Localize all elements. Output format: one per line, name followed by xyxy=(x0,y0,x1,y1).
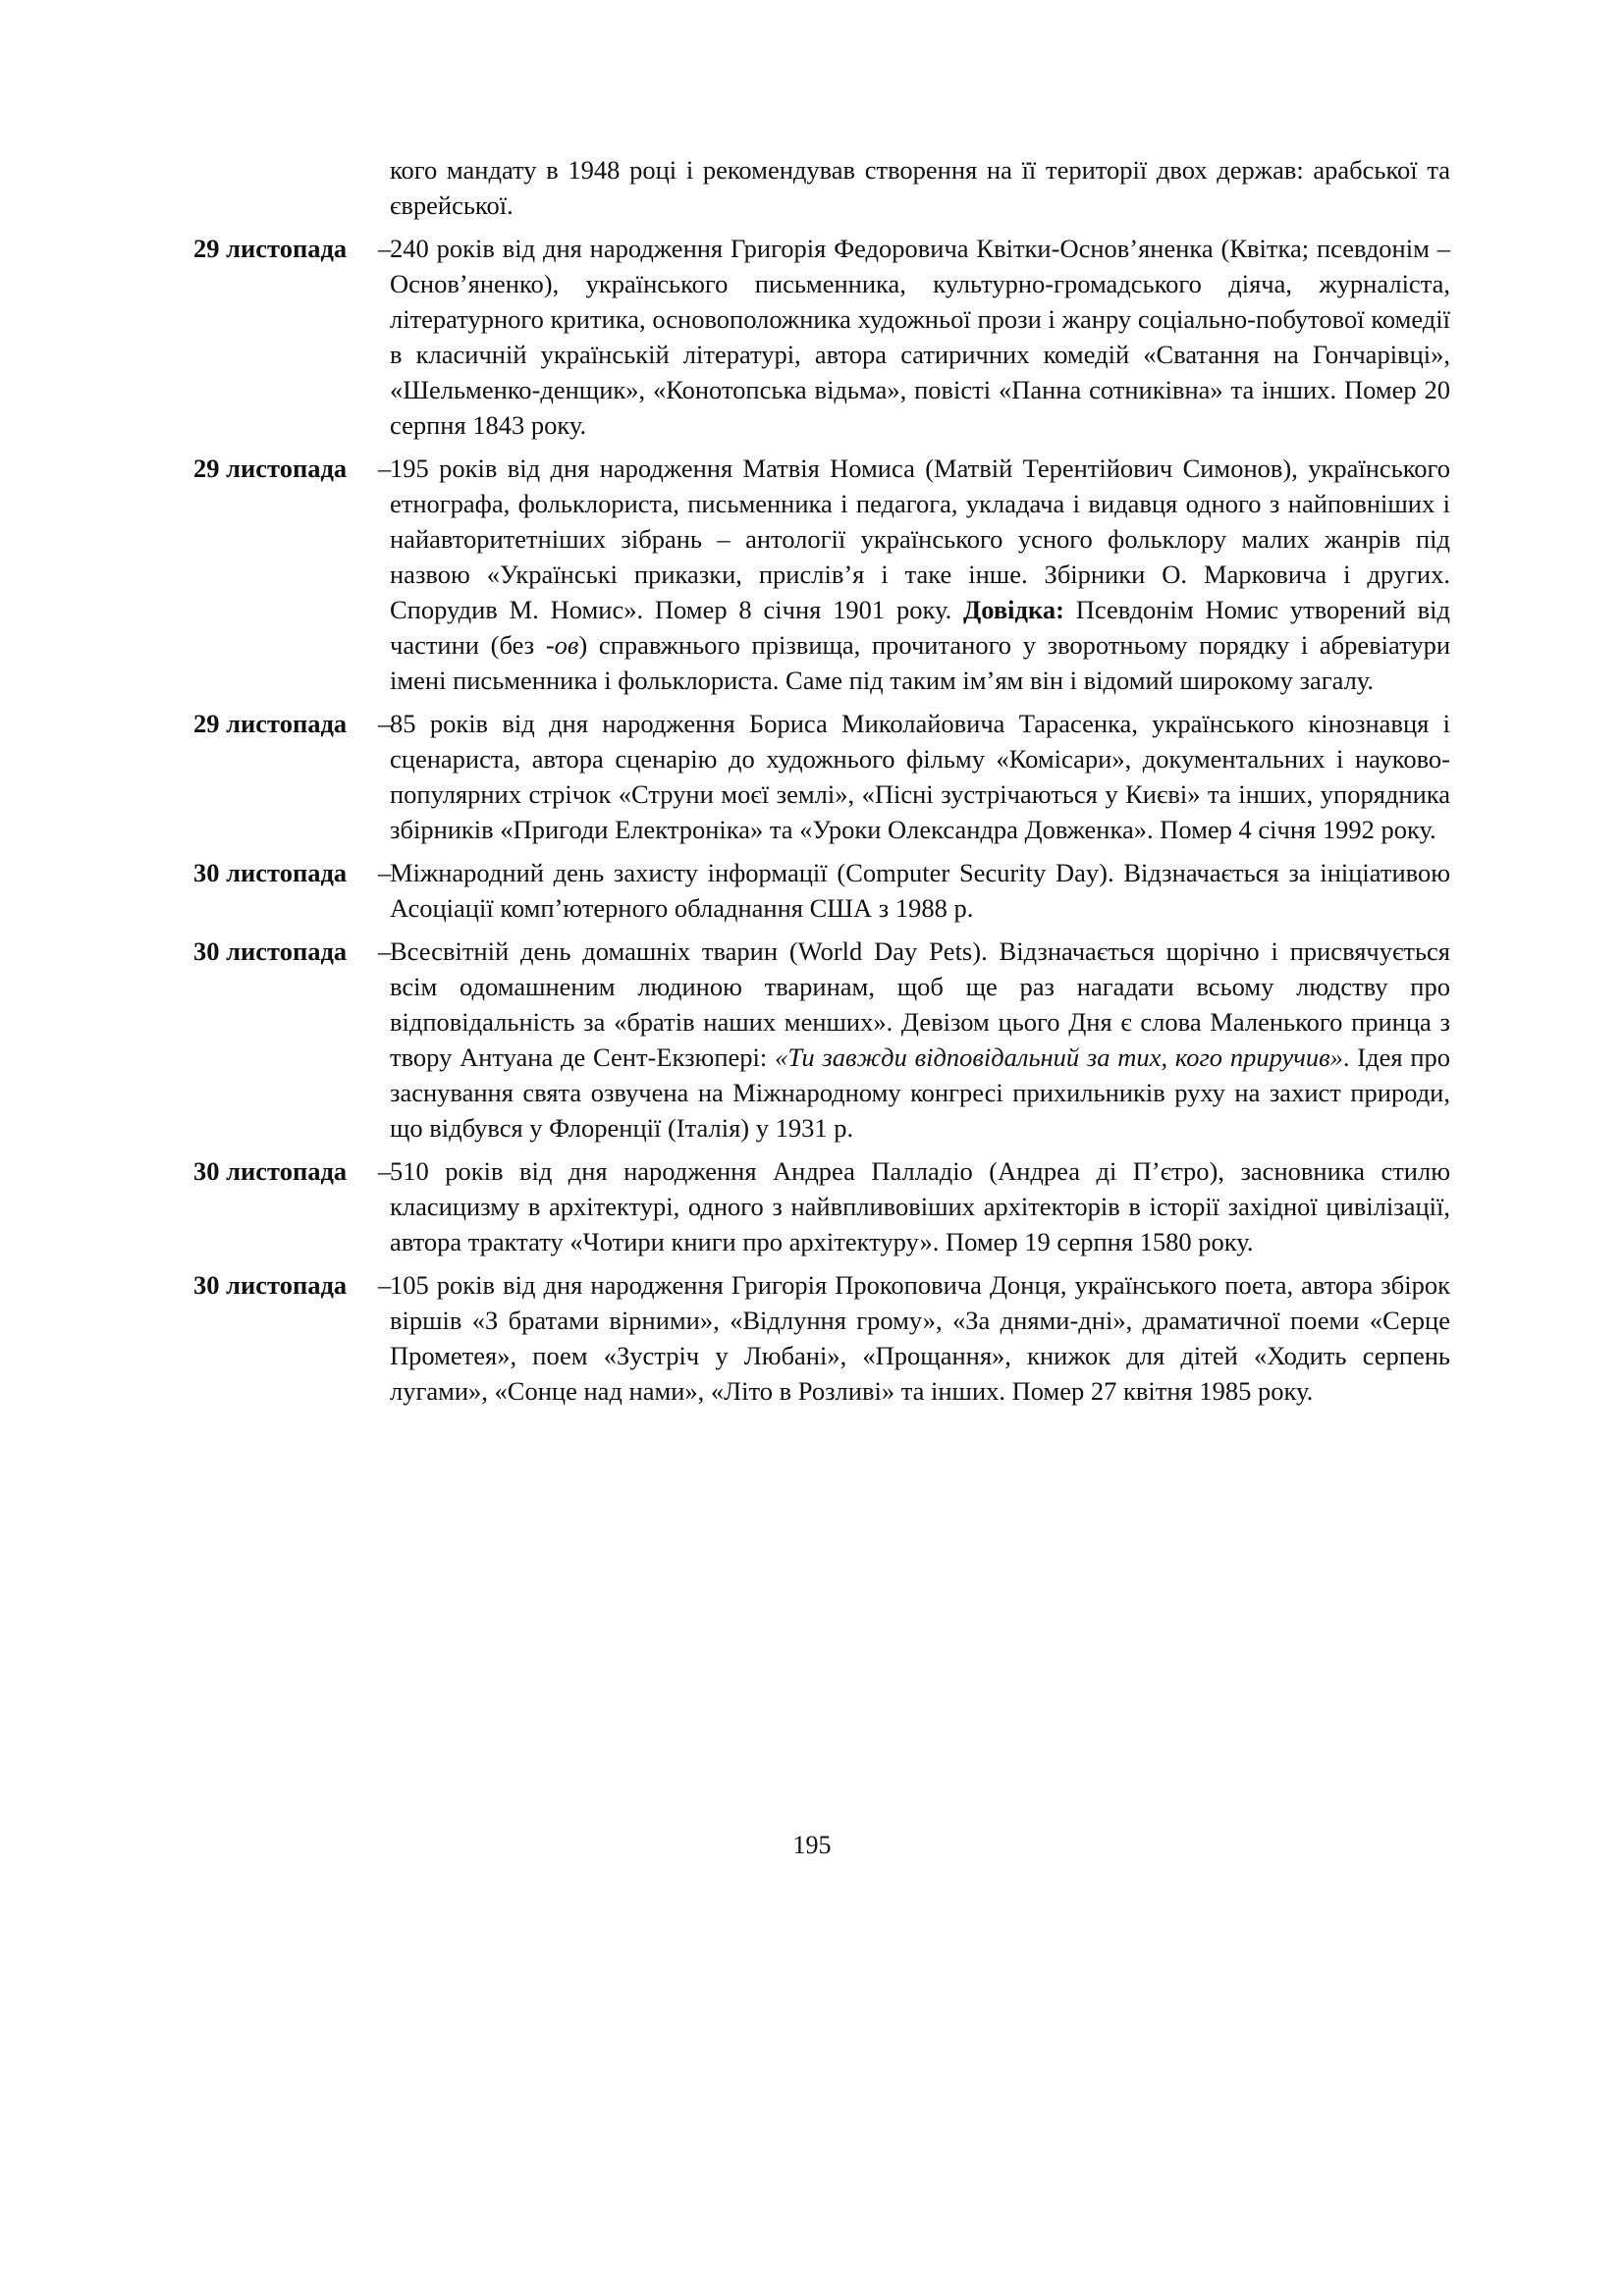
italic-suffix: -ов xyxy=(545,630,579,660)
entry-dash: – xyxy=(378,936,392,966)
calendar-entry xyxy=(193,1267,1450,1409)
entry-text-part: . Ідея про заснування свята озвучена на Міжнародному конгресі прихильників руху на захист природи, що відбувся у Флоренції (Італія) у 1931 р. xyxy=(390,1042,1450,1143)
entry-dash: – xyxy=(378,858,392,887)
calendar-entry xyxy=(193,1153,1450,1259)
calendar-entry xyxy=(193,934,1450,1146)
entry-dash: – xyxy=(378,454,392,483)
entry-date: 29 листопада xyxy=(193,709,348,738)
entry-text: 510 років від дня народження Андреа Палладіо (Андреа ді П’єтро), засновника стилю класицизму в архітектурі, одного з найвпливовіших архітекторів в історії західної цивілізації, автора трактату «Чотири книги про архітектуру». Помер 19 серпня 1580 року. xyxy=(390,1156,1450,1256)
entry-dash: – xyxy=(378,1270,392,1300)
entry-text-part: ) справжнього прізвища, прочитаного у зворотньому порядку і абревіатури імені письменника і фольклориста. Саме під таким ім’ям він і відомий широкому загалу. xyxy=(390,630,1450,695)
entry-text xyxy=(390,934,1450,1146)
calendar-entry xyxy=(193,855,1450,926)
entry-text: 240 років від дня народження Григорія Федоровича Квітки-Основ’яненка (Квітка; псевдонім – Основ’яненко), українського письменника, культурно-громадського діяча, журналіста, літературного критика, основоположника художньої прози і жанру соціально-побутової комедії в класичній українській літературі, автора сатиричних комедій «Сватання на Гончарівці», «Шельменко-денщик», «Конотопська відьма», повісті «Панна сотниківна» та інших. Помер 20 серпня 1843 року. xyxy=(390,234,1450,440)
entry-text xyxy=(390,451,1450,698)
entry-text-part: 195 років від дня народження Матвія Номиса (Матвій Терентійович Симонов), українського етнографа, фольклориста, письменника і педагога, укладача і видавця одного з найповніших і найавторитетніших зібрань – антології українського усного фольклору малих жанрів під назвою «Українські приказки, прислів’я і таке інше. Збірники О. Марковича і других. Спорудив М. Номис». Помер 8 січня 1901 року. xyxy=(390,454,1450,624)
entry-date: 30 листопада xyxy=(193,936,348,966)
entry-text-part: Псевдонім Номис утворений від частини (без xyxy=(390,595,1451,660)
calendar-entry xyxy=(193,231,1450,443)
entry-dash: – xyxy=(378,1156,392,1186)
entry-text-part: Всесвітній день домашніх тварин (World Day Pets). Відзначається щорічно і присвячується всім одомашненим людиною тваринам, щоб ще раз нагадати всьому людству про відповідальність за «братів наших менших». Девізом цього Дня є слова Маленького принца з твору Антуана де Сент-Екзюпері: xyxy=(390,936,1450,1072)
entry-date: 30 листопада xyxy=(193,858,348,887)
entry-text: Міжнародний день захисту інформації (Computer Security Day). Відзначається за ініціативою Асоціації комп’ютерного обладнання США з 1988 р. xyxy=(390,858,1450,923)
note-label: Довідка: xyxy=(963,595,1064,624)
entry-date: 29 листопада xyxy=(193,454,348,483)
entry-date: 30 листопада xyxy=(193,1270,348,1300)
calendar-entry xyxy=(193,706,1450,847)
entry-dash: – xyxy=(378,709,392,738)
entry-date: 30 листопада xyxy=(193,1156,348,1186)
entry-text: 85 років від дня народження Бориса Миколайовича Тарасенка, українського кінознавця і сценариста, автора сценарію до художнього фільму «Комісари», документальних і науково-популярних стрічок «Струни моєї землі», «Пісні зустрічаються у Києві» та інших, упорядника збірників «Пригоди Електроніка» та «Уроки Олександра Довженка». Помер 4 січня 1992 року. xyxy=(390,709,1450,844)
entry-dash: – xyxy=(378,234,392,263)
entry-text: 105 років від дня народження Григорія Прокоповича Донця, українського поета, автора збірок віршів «З братами вірними», «Відлуння грому», «За днями-дні», драматичної поеми «Серце Прометея», поем «Зустріч у Любані», «Прощання», книжок для дітей «Ходить серпень лугами», «Сонце над нами», «Літо в Розливі» та інших. Помер 27 квітня 1985 року. xyxy=(390,1270,1450,1406)
entry-date: 29 листопада xyxy=(193,234,348,263)
italic-quote: «Ти завжди відповідальний за тих, кого приручив» xyxy=(775,1042,1343,1072)
continuation-paragraph: кого мандату в 1948 році і рекомендував створення на її території двох держав: арабської та єврейської. xyxy=(390,155,1450,220)
calendar-entry xyxy=(193,451,1450,698)
page-content xyxy=(193,152,1450,1416)
page-number: 195 xyxy=(792,1831,832,1859)
